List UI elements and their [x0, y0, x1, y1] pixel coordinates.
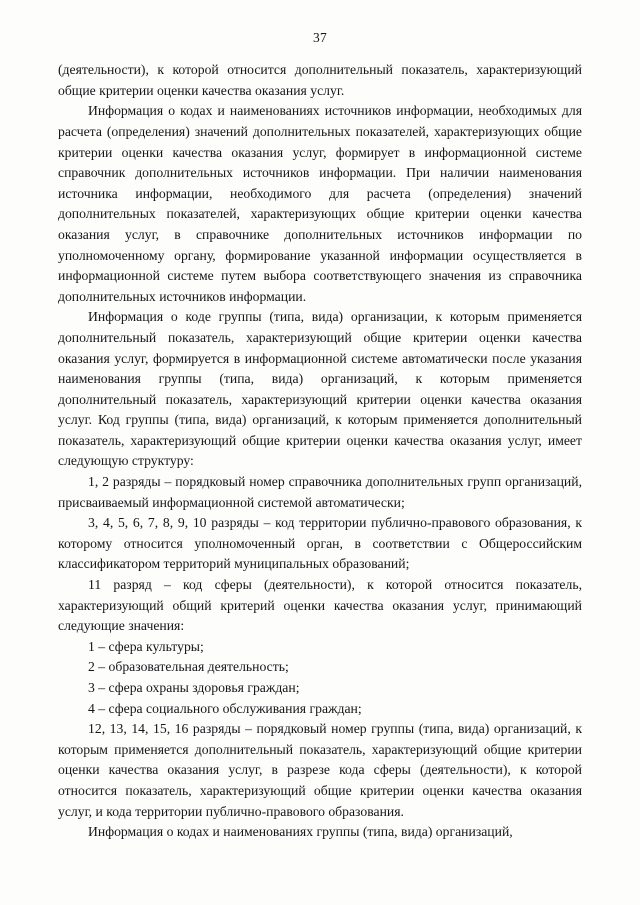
list-item: 2 – образовательная деятельность; — [88, 659, 289, 675]
paragraph: Информация о коде группы (типа, вида) организации, к которым применяется дополнительный показатель, характеризующий общие критерии оценки качества оказания услуг, формируется в информационной системе автоматически после указания наименования группы (типа, вида) организаций, к которым применяется дополнительный показатель, характеризующий критерии оценки качества оказания услуг. Код группы (типа, вида) организаций, к которым применяется дополнительный показатель, характеризующий общие критерии оценки качества оказания услуг, имеет следующую структуру: — [58, 309, 582, 469]
paragraph: Информация о кодах и наименованиях группы (типа, вида) организаций, — [88, 824, 513, 840]
paragraph: 11 разряд – код сферы (деятельности), к которой относится показатель, характеризующий общий критерий оценки качества оказания услуг, принимающий следующие значения: — [58, 577, 582, 634]
list-item: 1 – сфера культуры; — [88, 638, 204, 654]
page-number: 37 — [313, 30, 327, 45]
list-item: 4 – сфера социального обслуживания граждан; — [88, 700, 362, 716]
paragraph: 1, 2 разряды – порядковый номер справочника дополнительных групп организаций, присваиваемый информационной системой автоматически; — [58, 474, 582, 510]
list-item: 3 – сфера охраны здоровья граждан; — [88, 680, 300, 695]
paragraph: Информация о кодах и наименованиях источников информации, необходимых для расчета (определения) значений дополнительных показателей, характеризующих общие критерии оценки качества оказания услуг, формирует в информационной системе справочник дополнительных источников информации. При наличии наименования источника информации, необходимого для расчета (определения) значений дополнительных показателей, характеризующих общие критерии оценки качества оказания услуг, в справочнике дополнительных источников информации по уполномоченному органу, формирование указанной информации осуществляется в информационной системе путем выбора соответствующего значения из справочника дополнительных источников информации. — [58, 103, 582, 304]
paragraph: 12, 13, 14, 15, 16 разряды – порядковый номер группы (типа, вида) организаций, к которым применяется дополнительный показатель, характеризующий общие критерии оценки качества оказания услуг, в разрезе кода сферы (деятельности), к которой относится показатель, характеризующий общие критерии оценки качества оказания услуг, и кода территории публично-правового образования. — [58, 721, 582, 819]
document-body — [58, 60, 582, 843]
paragraph: (деятельности), к которой относится дополнительный показатель, характеризующий общие критерии оценки качества оказания услуг. — [58, 62, 582, 98]
paragraph: 3, 4, 5, 6, 7, 8, 9, 10 разряды – код территории публично-правового образования, к которому относится уполномоченный орган, в соответствии с Общероссийским классификатором территорий муниципальных образований; — [58, 515, 582, 572]
